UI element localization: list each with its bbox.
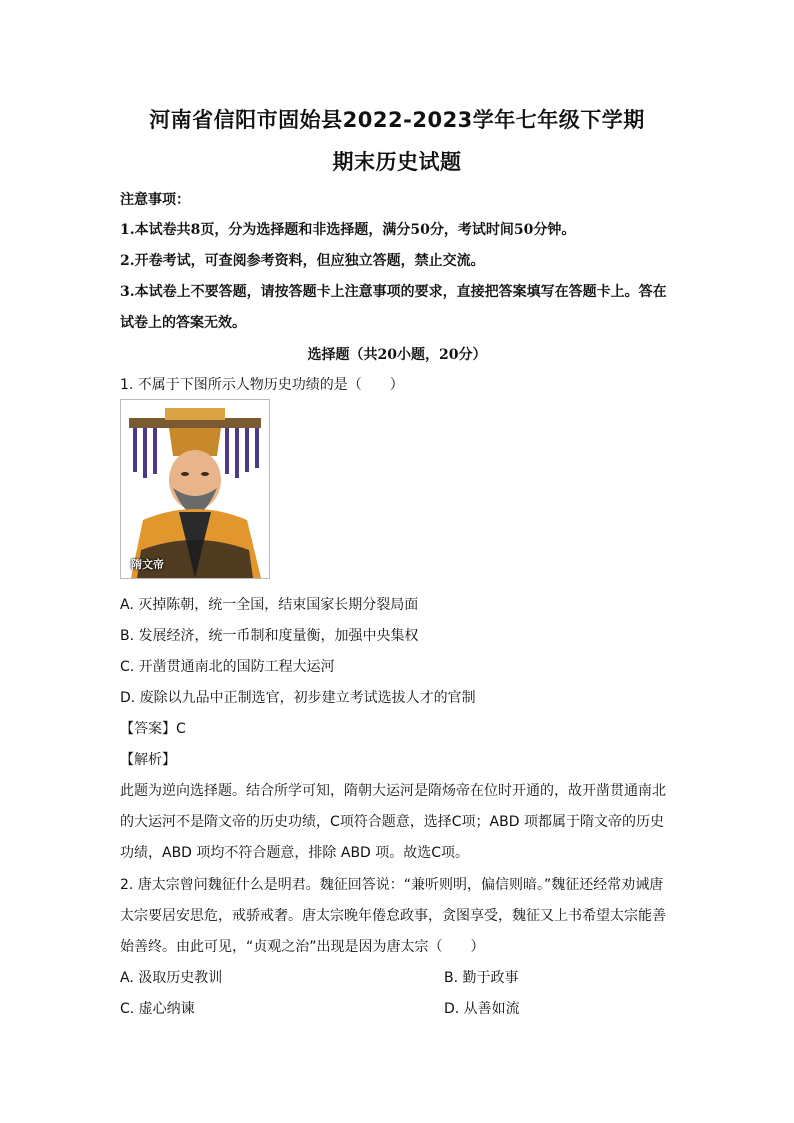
- q1-analysis-header: 【解析】: [120, 752, 176, 768]
- q2-stem-line-2: 太宗要居安思危，戒骄戒奢。唐太宗晚年倦怠政事，贪图享受，魏征又上书希望太宗能善: [120, 908, 666, 924]
- exam-title-line1: 河南省信阳市固始县2022-2023学年七年级下学期: [149, 108, 645, 132]
- notes-item-3: 3.本试卷上不要答题，请按答题卡上注意事项的要求，直接把答案填写在答题卡上。答在: [120, 284, 667, 300]
- q2-stem-line-3: 始善终。由此可见，“贞观之治”出现是因为唐太宗（ ）: [120, 939, 485, 955]
- notes-item-2: 2.开卷考试，可查阅参考资料，但应独立答题，禁止交流。: [120, 253, 485, 269]
- q2-stem-line-1: 2. 唐太宗曾问魏征什么是明君。魏征回答说：“兼听则明，偏信则暗。”魏征还经常劝诫唐: [120, 877, 664, 893]
- notes-item-3-cont: 试卷上的答案无效。: [120, 315, 246, 331]
- q1-portrait-image: [120, 399, 270, 579]
- q2-option-a: A. 汲取历史教训: [120, 970, 223, 986]
- q2-option-b: B. 勤于政事: [444, 970, 519, 986]
- q2-option-d: D. 从善如流: [444, 1001, 520, 1017]
- portrait-caption: 隋文帝: [131, 558, 164, 571]
- emperor-portrait-icon: [121, 400, 269, 578]
- q1-option-b: B. 发展经济，统一币制和度量衡，加强中央集权: [120, 628, 419, 644]
- q1-analysis-line-1: 此题为逆向选择题。结合所学可知，隋朝大运河是隋炀帝在位时开通的，故开凿贯通南北: [120, 783, 666, 799]
- notes-item-1: 1.本试卷共8页，分为选择题和非选择题，满分50分，考试时间50分钟。: [120, 222, 576, 238]
- q1-option-a: A. 灭掉陈朝，统一全国，结束国家长期分裂局面: [120, 597, 419, 613]
- q1-option-c: C. 开凿贯通南北的国防工程大运河: [120, 659, 335, 675]
- exam-title-line2: 期末历史试题: [332, 150, 462, 174]
- q1-analysis-line-3: 功绩，ABD 项均不符合题意，排除 ABD 项。故选C项。: [120, 845, 470, 861]
- q1-answer: 【答案】C: [120, 721, 186, 737]
- section-title: 选择题（共20小题，20分）: [307, 347, 487, 363]
- q2-option-c: C. 虚心纳谏: [120, 1001, 195, 1017]
- q1-option-d: D. 废除以九品中正制选官，初步建立考试选拔人才的官制: [120, 690, 476, 706]
- notes-header: 注意事项：: [120, 192, 190, 208]
- q1-stem: 1. 不属于下图所示人物历史功绩的是（ ）: [120, 377, 404, 393]
- q1-analysis-line-2: 的大运河不是隋文帝的历史功绩，C项符合题意，选择C项；ABD 项都属于隋文帝的历史: [120, 814, 664, 830]
